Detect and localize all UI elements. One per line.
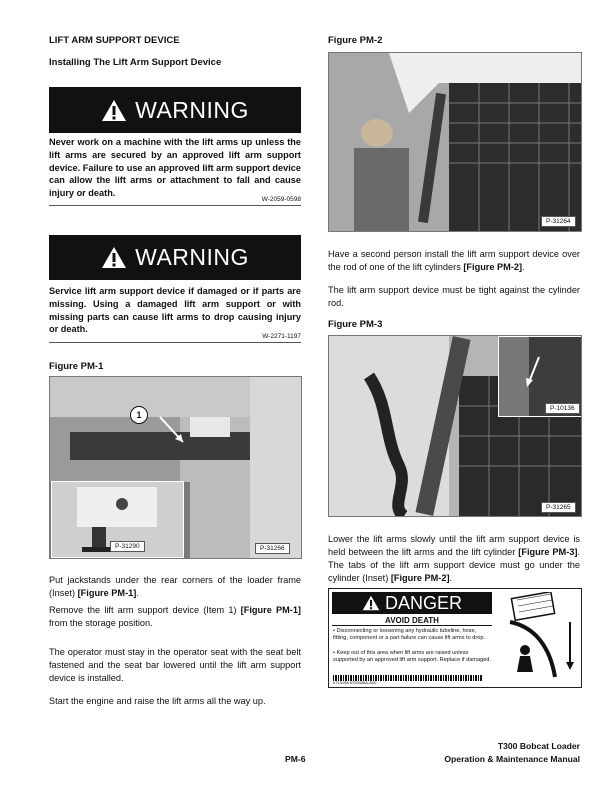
danger-bullet-text: Disconnecting or loosening any hydraulic tubeline, hose, fitting, component or a part failure can cause lift arms to drop. (333, 628, 486, 641)
paragraph-text: . (449, 573, 453, 583)
photo-code: P-31265 (541, 502, 576, 513)
danger-bullet: • Disconnecting or loosening any hydraulic tubeline, hose, fitting, component or a part failure can cause lift arms to drop. (333, 628, 486, 641)
inset-photo (51, 481, 184, 558)
warning-triangle-icon (101, 246, 127, 269)
warning-banner (49, 87, 301, 133)
subsection-title: Installing The Lift Arm Support Device (49, 57, 222, 68)
figure-caption: Figure PM-2 (328, 35, 383, 46)
danger-title: DANGER (384, 592, 462, 613)
figure-reference: [Figure PM-2] (390, 573, 450, 583)
paragraph-text: Have a second person install the lift arm support device over the rod of one of the lift cylinders (328, 249, 580, 272)
warning-title: WARNING (135, 96, 249, 123)
warning-text: Service lift arm support device if damaged or if parts are missing. Using a damaged lift arm support or with missing parts can cause lift arms to drop causing injury or death. (49, 286, 301, 335)
figure-photo (328, 52, 582, 232)
footer-title-line2: Operation & Maintenance Manual (444, 754, 580, 764)
danger-bullet: • Keep out of this area when lift arms are raised unless supported by an approved lift arm support. Replace if damaged. (333, 650, 491, 663)
footer-title-line1: T300 Bobcat Loader (497, 741, 580, 751)
paragraph-text: from the storage position. (49, 618, 153, 628)
paragraph (49, 574, 301, 600)
warning-triangle-icon (362, 595, 380, 611)
inset-photo (498, 336, 582, 417)
figure-caption: Figure PM-3 (328, 319, 383, 330)
paragraph-text: Lower the lift arms slowly until the lift arm support device is held between the lift arms and the lift cylinder (328, 534, 580, 557)
paragraph: The lift arm support device must be tight against the cylinder rod. (328, 285, 580, 308)
operator-installing-support-image (329, 53, 581, 231)
paragraph (328, 533, 580, 585)
warning-title: WARNING (135, 244, 249, 270)
decal-part-numbers: 6714198 6709438A-A00 (333, 680, 377, 685)
figure-reference: [Figure PM-1] (77, 588, 137, 598)
warning-triangle-icon (101, 99, 127, 122)
danger-decal (328, 588, 582, 688)
figure-photo (49, 376, 302, 559)
inset-photo-code: P-10136 (545, 403, 580, 414)
photo-code: P-31266 (255, 543, 290, 554)
figure-photo (328, 335, 582, 517)
section-title: LIFT ARM SUPPORT DEVICE (49, 35, 180, 46)
figure-reference: [Figure PM-1] (240, 605, 301, 615)
figure-reference: [Figure PM-3] (518, 547, 578, 557)
paragraph (328, 248, 580, 274)
danger-subtitle: AVOID DEATH (332, 616, 492, 626)
callout-number: 1 (130, 406, 148, 424)
warning-code: W-2059-0598 (49, 196, 301, 206)
photo-code: P-31264 (541, 216, 576, 227)
paragraph-text: . The tabs of the lift arm support device must go under the cylinder (Inset) (328, 547, 580, 583)
warning-banner (49, 235, 301, 280)
warning-code: W-2271-1197 (49, 333, 301, 343)
paragraph-text: . (136, 588, 139, 598)
page-number: PM-6 (285, 754, 306, 764)
paragraph-text: Put jackstands under the rear corners of the loader frame (Inset) (49, 575, 301, 598)
lift-arm-hazard-pictogram (495, 592, 577, 684)
figure-caption: Figure PM-1 (49, 361, 104, 372)
warning-text: Never work on a machine with the lift arms up unless the lift arms are secured by an approved lift arm support device. Failure to use an approved lift arm support device can allow the lift arms or attachment to fall and cause injury or death. (49, 137, 301, 199)
paragraph: Start the engine and raise the lift arms all the way up. (49, 696, 266, 706)
paragraph-text: Remove the lift arm support device (Item 1) (49, 605, 237, 615)
figure-reference: [Figure PM-2] (463, 262, 523, 272)
inset-photo-code: P-31290 (110, 541, 145, 552)
danger-bullet-text: Keep out of this area when lift arms are raised unless supported by an approved lift arm support. Replace if damaged. (333, 650, 491, 663)
paragraph (49, 604, 301, 630)
paragraph: The operator must stay in the operator seat with the seat belt fastened and the seat bar lowered until the lift arm support device is installed. (49, 647, 301, 683)
paragraph-text: . (522, 262, 525, 272)
danger-banner (332, 592, 492, 614)
